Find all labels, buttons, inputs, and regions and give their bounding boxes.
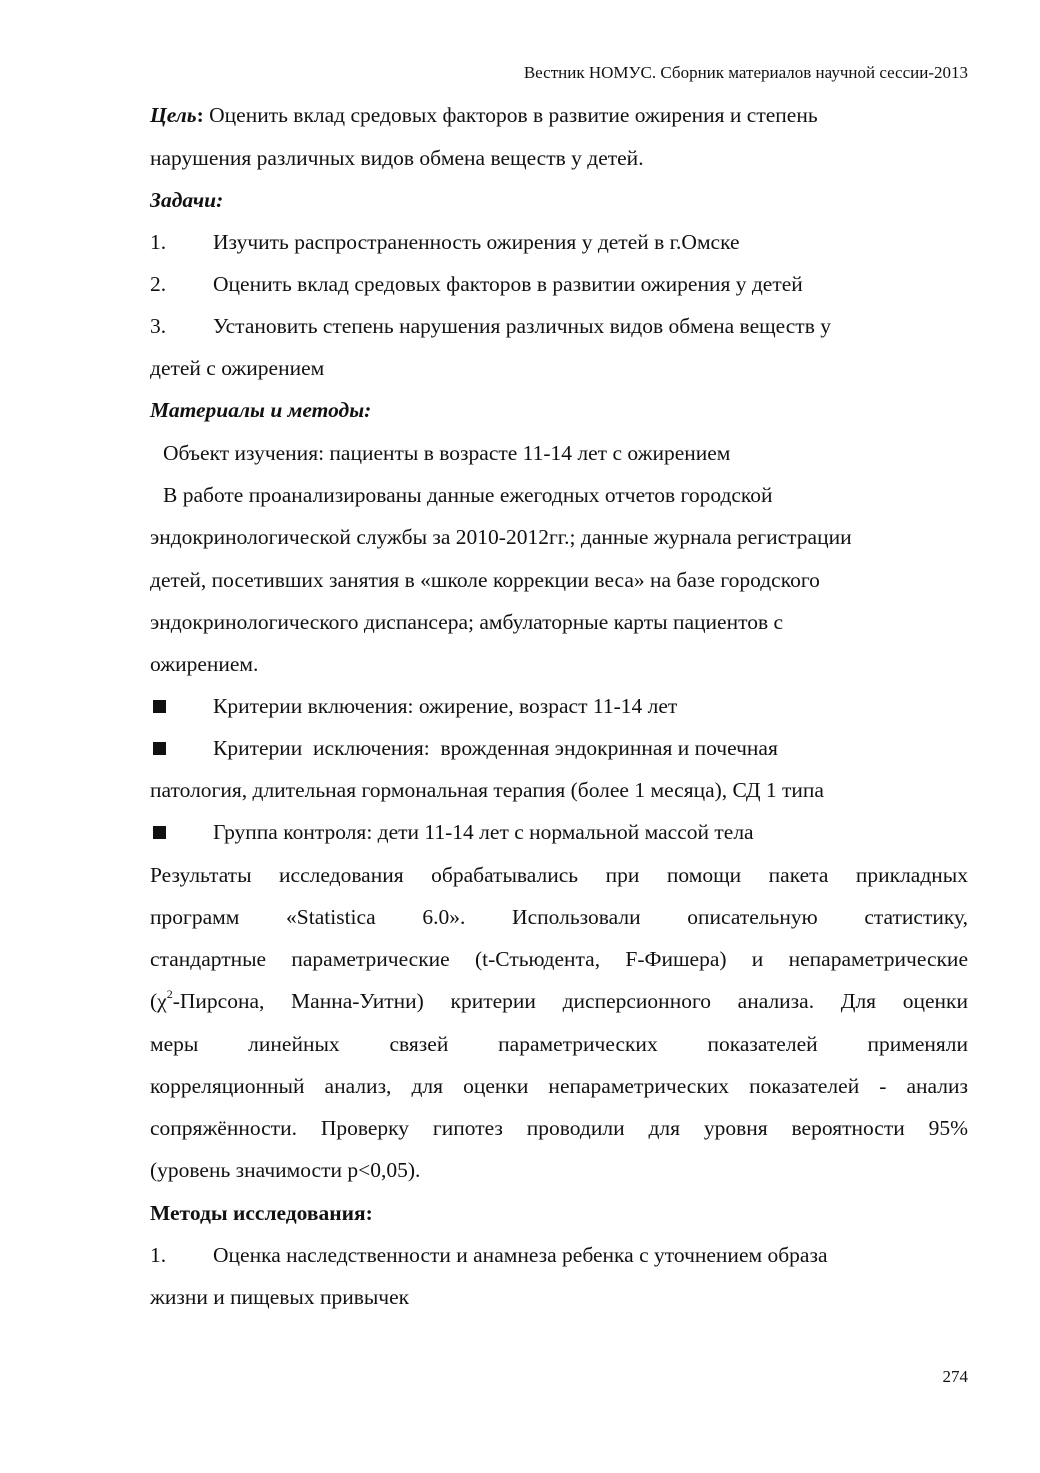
task-item: Оценить вклад средовых факторов в развитии ожирения у детей: [213, 272, 803, 296]
criteria-item: Критерии включения: ожирение, возраст 11-14 лет: [213, 694, 678, 718]
goal-label: Цель: [150, 103, 197, 127]
results-line: (уровень значимости p<0,05).: [150, 1158, 421, 1182]
method-item: Оценка наследственности и анамнеза ребенка с уточнением образа: [213, 1243, 828, 1267]
task-number: 2.: [150, 272, 167, 296]
chi-superscript: 2: [166, 986, 173, 1001]
materials-para-line: детей, посетивших занятия в «школе коррекции веса» на базе городского: [150, 568, 820, 592]
page-number: 274: [942, 1367, 968, 1386]
running-header: Вестник НОМУС. Сборник материалов научной сессии-2013: [523, 63, 968, 82]
chi-rest: -Пирсона, Манна-Уитни) критерии дисперсионного анализа. Для оценки: [172, 989, 968, 1013]
tasks-heading: Задачи:: [150, 188, 224, 212]
square-bullet-icon: [153, 700, 166, 713]
results-line-chi: [150, 988, 968, 1014]
materials-para-line: эндокринологической службы за 2010-2012гг.; данные журнала регистрации: [150, 525, 852, 549]
goal-paragraph-line-1: [150, 102, 968, 128]
goal-colon: :: [196, 103, 204, 127]
task-number: 3.: [150, 314, 167, 338]
study-object: Объект изучения: пациенты в возрасте 11-14 лет с ожирением: [163, 441, 731, 465]
methods-heading: Методы исследования:: [150, 1201, 373, 1225]
materials-para-line: эндокринологического диспансера; амбулаторные карты пациентов с: [150, 610, 784, 634]
square-bullet-icon: [153, 742, 166, 755]
results-line: программ «Statistica 6.0». Использовали описательную статистику,: [150, 905, 968, 929]
results-line: стандартные параметрические (t-Стьюдента, F-Фишера) и непараметрические: [150, 947, 968, 971]
task-item: Установить степень нарушения различных видов обмена веществ у: [213, 314, 831, 338]
chi-prefix: (χ: [150, 989, 167, 1013]
goal-paragraph-line-2: нарушения различных видов обмена веществ у детей.: [150, 146, 644, 170]
results-line: Результаты исследования обрабатывались при помощи пакета прикладных: [150, 863, 968, 887]
materials-heading: Материалы и методы:: [150, 398, 372, 422]
task-number: 1.: [150, 230, 167, 254]
materials-para-line: В работе проанализированы данные ежегодных отчетов городской: [163, 483, 773, 507]
criteria-item: Группа контроля: дети 11-14 лет с нормальной массой тела: [213, 820, 754, 844]
criteria-item: Критерии исключения: врожденная эндокринная и почечная: [213, 736, 778, 760]
task-item: Изучить распространенность ожирения у детей в г.Омске: [213, 230, 740, 254]
square-bullet-icon: [153, 826, 166, 839]
criteria-item-continuation: патология, длительная гормональная терапия (более 1 месяца), СД 1 типа: [150, 778, 824, 802]
results-line: корреляционный анализ, для оценки непараметрических показателей - анализ: [150, 1074, 968, 1098]
results-line: сопряжённости. Проверку гипотез проводили для уровня вероятности 95%: [150, 1116, 968, 1140]
task-item-continuation: детей с ожирением: [150, 356, 325, 380]
method-number: 1.: [150, 1243, 167, 1267]
goal-text: Оценить вклад средовых факторов в развитие ожирения и степень: [203, 103, 818, 127]
materials-para-line: ожирением.: [150, 652, 259, 676]
results-line: меры линейных связей параметрических показателей применяли: [150, 1032, 968, 1056]
method-item-continuation: жизни и пищевых привычек: [150, 1285, 410, 1309]
